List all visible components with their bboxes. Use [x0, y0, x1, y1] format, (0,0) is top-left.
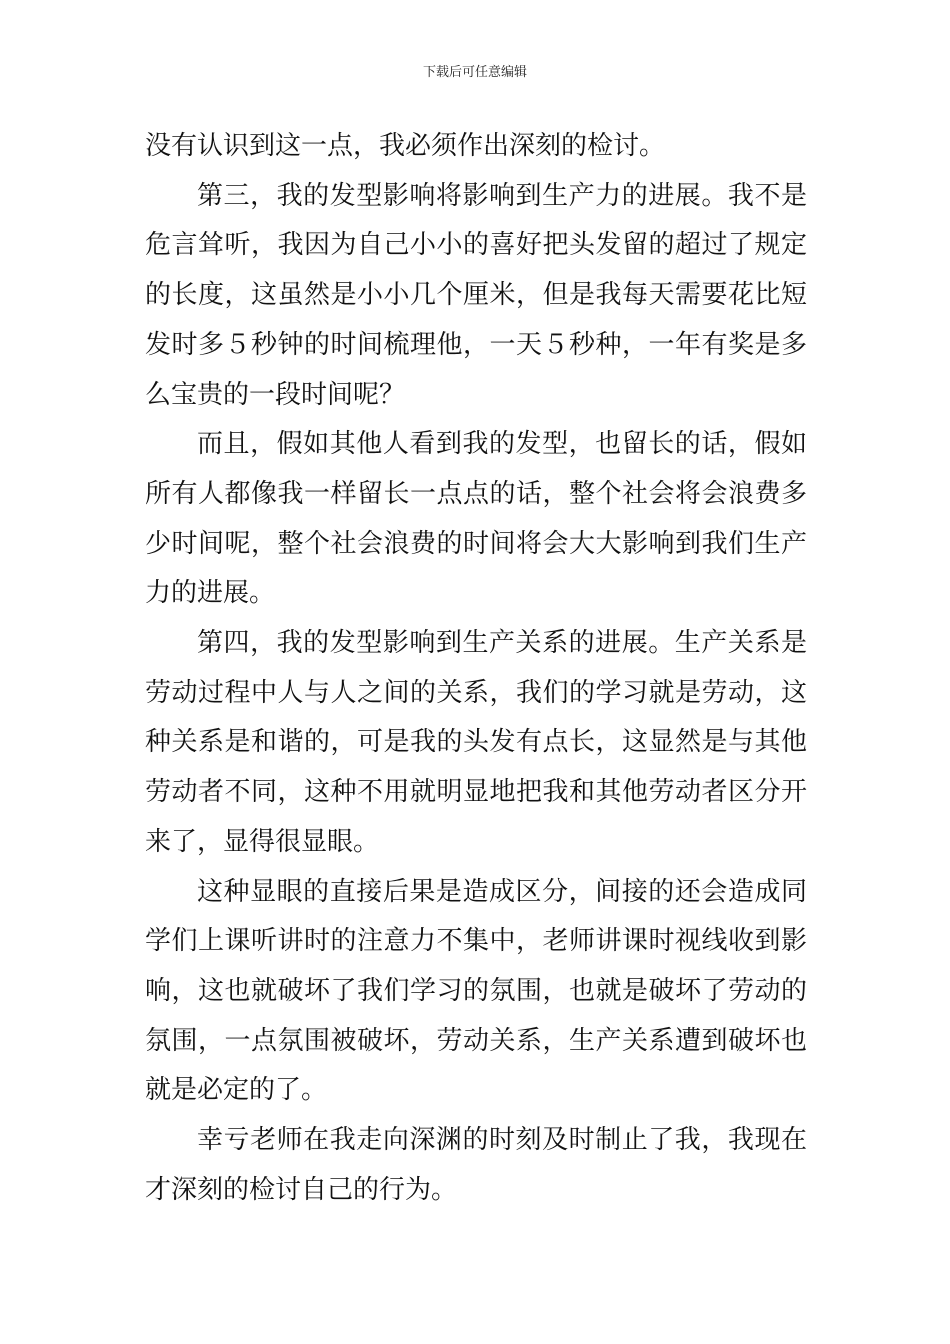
paragraph-6: 幸亏老师在我走向深渊的时刻及时制止了我，我现在才深刻的检讨自己的行为。 [145, 1125, 807, 1205]
page-header: 下载后可任意编辑 [422, 65, 527, 80]
paragraph-2: 第三，我的发型影响将影响到生产力的进展。我不是危言耸听，我因为自己小小的喜好把头发留的超过了规定的长度，这虽然是小小几个厘米，但是我每天需要花比短发时多５秒钟的时间梳理他，一天５秒种，一年有奖是多么宝贵的一段时间呢？ [145, 180, 807, 410]
document-body [145, 122, 807, 1215]
paragraph-3: 而且，假如其他人看到我的发型，也留长的话，假如所有人都像我一样留长一点点的话，整个社会将会浪费多少时间呢，整个社会浪费的时间将会大大影响到我们生产力的进展。 [145, 429, 807, 609]
paragraph-5: 这种显眼的直接后果是造成区分，间接的还会造成同学们上课听讲时的注意力不集中，老师讲课时视线收到影响，这也就破坏了我们学习的氛围，也就是破坏了劳动的氛围，一点氛围被破坏，劳动关系，生产关系遭到破坏也就是必定的了。 [145, 876, 807, 1106]
paragraph-1: 没有认识到这一点，我必须作出深刻的检讨。 [145, 131, 666, 161]
paragraph-4: 第四，我的发型影响到生产关系的进展。生产关系是劳动过程中人与人之间的关系，我们的学习就是劳动，这种关系是和谐的，可是我的头发有点长，这显然是与其他劳动者不同，这种不用就明显地把我和其他劳动者区分开来了，显得很显眼。 [145, 628, 807, 857]
